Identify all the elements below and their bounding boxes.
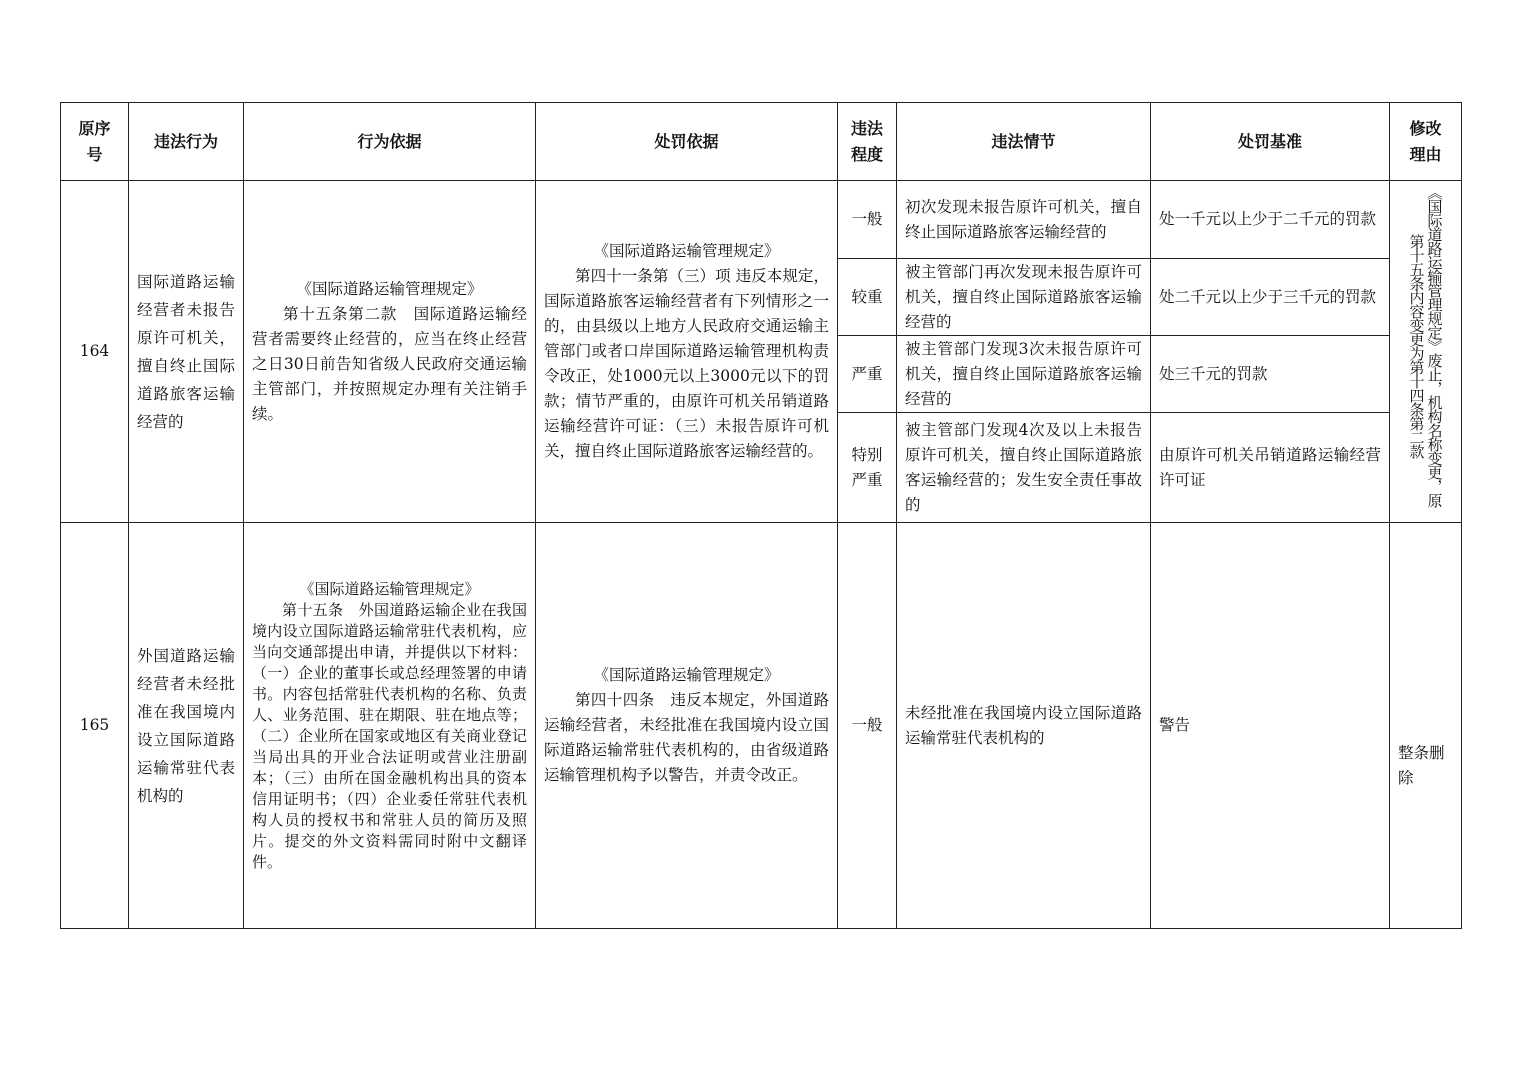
degree-cell: 一般 bbox=[838, 523, 897, 929]
header-row bbox=[61, 103, 1462, 181]
penalty-text: 第四十四条 违反本规定，外国道路运输经营者，未经批准在我国境内设立国际道路运输常驻代表机构的，由省级道路运输管理机构予以警告，并责令改正。 bbox=[544, 691, 829, 784]
degree-line1: 特别 bbox=[851, 445, 883, 464]
standard-cell: 由原许可机关吊销道路运输经营许可证 bbox=[1151, 413, 1390, 523]
standard-cell: 处三千元的罚款 bbox=[1151, 336, 1390, 413]
circumstance-cell: 被主管部门发现4次及以上未报告原许可机关，擅自终止国际道路旅客运输经营的；发生安全责任事故的 bbox=[897, 413, 1151, 523]
basis-text: 第十五条第二款 国际道路运输经营者需要终止经营的，应当在终止经营之日30日前告知省级人民政府交通运输主管部门，并按照规定办理有关注销手续。 bbox=[252, 304, 527, 423]
behavior-cell: 国际道路运输经营者未报告原许可机关，擅自终止国际道路旅客运输经营的 bbox=[129, 181, 244, 523]
seq-cell: 164 bbox=[61, 181, 129, 523]
header-seq-line2: 号 bbox=[86, 144, 103, 164]
penalty-basis-cell bbox=[536, 181, 838, 523]
header-standard: 处罚基准 bbox=[1151, 103, 1390, 181]
table-row bbox=[61, 181, 1462, 259]
reason-text: 《国际道路运输管理规定》废止，机构名称变更，原第十五条内容变更为第十四条第二款 bbox=[1407, 185, 1444, 507]
header-degree-line1: 违法 bbox=[850, 118, 883, 138]
seq-cell: 165 bbox=[61, 523, 129, 929]
basis-title: 《国际道路运输管理规定》 bbox=[299, 579, 480, 598]
penalty-text: 第四十一条第（三）项 违反本规定，国际道路旅客运输经营者有下列情形之一的，由县级以上地方人民政府交通运输主管部门或者口岸国际道路运输管理机构责令改正，处1000元以上3000元以下的罚款；情节严重的，由原许可机关吊销道路运输经营许可证：（三）未报告原许可机关，擅自终止国际道路旅客运输经营的。 bbox=[544, 267, 829, 460]
basis-title: 《国际道路运输管理规定》 bbox=[296, 279, 483, 298]
header-degree-line2: 程度 bbox=[850, 144, 883, 164]
table-row bbox=[61, 523, 1462, 929]
header-seq bbox=[61, 103, 129, 181]
penalty-title: 《国际道路运输管理规定》 bbox=[593, 666, 780, 684]
degree-cell: 较重 bbox=[838, 259, 897, 336]
header-reason-line2: 理由 bbox=[1409, 144, 1442, 164]
penalty-title: 《国际道路运输管理规定》 bbox=[593, 242, 780, 260]
degree-cell: 一般 bbox=[838, 181, 897, 259]
behavior-cell: 外国道路运输经营者未经批准在我国境内设立国际道路运输常驻代表机构的 bbox=[129, 523, 244, 929]
degree-line2: 严重 bbox=[851, 470, 883, 489]
reason-cell: 整条删除 bbox=[1390, 523, 1462, 929]
header-seq-line1: 原序 bbox=[78, 118, 111, 138]
header-behavior: 违法行为 bbox=[129, 103, 244, 181]
header-degree bbox=[838, 103, 897, 181]
degree-cell: 严重 bbox=[838, 336, 897, 413]
header-reason-line1: 修改 bbox=[1409, 118, 1442, 138]
reason-cell bbox=[1390, 181, 1462, 523]
header-reason bbox=[1390, 103, 1462, 181]
standard-cell: 处二千元以上少于三千元的罚款 bbox=[1151, 259, 1390, 336]
basis-text: 第十五条 外国道路运输企业在我国境内设立国际道路运输常驻代表机构，应当向交通部提出申请，并提供以下材料：（一）企业的董事长或总经理签署的申请书。内容包括常驻代表机构的名称、负责人、业务范围、驻在期限、驻在地点等；（二）企业所在国家或地区有关商业登记当局出具的开业合法证明或营业注册副本；（三）由所在国金融机构出具的资本信用证明书；（四）企业委任常驻代表机构人员的授权书和常驻人员的简历及照片。提交的外文资料需同时附中文翻译件。 bbox=[252, 600, 527, 871]
basis-cell bbox=[244, 523, 536, 929]
circumstance-cell: 被主管部门发现3次未报告原许可机关，擅自终止国际道路旅客运输经营的 bbox=[897, 336, 1151, 413]
penalty-standards-table bbox=[60, 102, 1462, 929]
standard-cell: 警告 bbox=[1151, 523, 1390, 929]
penalty-basis-cell bbox=[536, 523, 838, 929]
basis-cell bbox=[244, 181, 536, 523]
circumstance-cell: 未经批准在我国境内设立国际道路运输常驻代表机构的 bbox=[897, 523, 1151, 929]
header-basis: 行为依据 bbox=[244, 103, 536, 181]
header-circumstance: 违法情节 bbox=[897, 103, 1151, 181]
degree-cell bbox=[838, 413, 897, 523]
header-penalty-basis: 处罚依据 bbox=[536, 103, 838, 181]
circumstance-cell: 初次发现未报告原许可机关，擅自终止国际道路旅客运输经营的 bbox=[897, 181, 1151, 259]
standard-cell: 处一千元以上少于二千元的罚款 bbox=[1151, 181, 1390, 259]
circumstance-cell: 被主管部门再次发现未报告原许可机关，擅自终止国际道路旅客运输经营的 bbox=[897, 259, 1151, 336]
